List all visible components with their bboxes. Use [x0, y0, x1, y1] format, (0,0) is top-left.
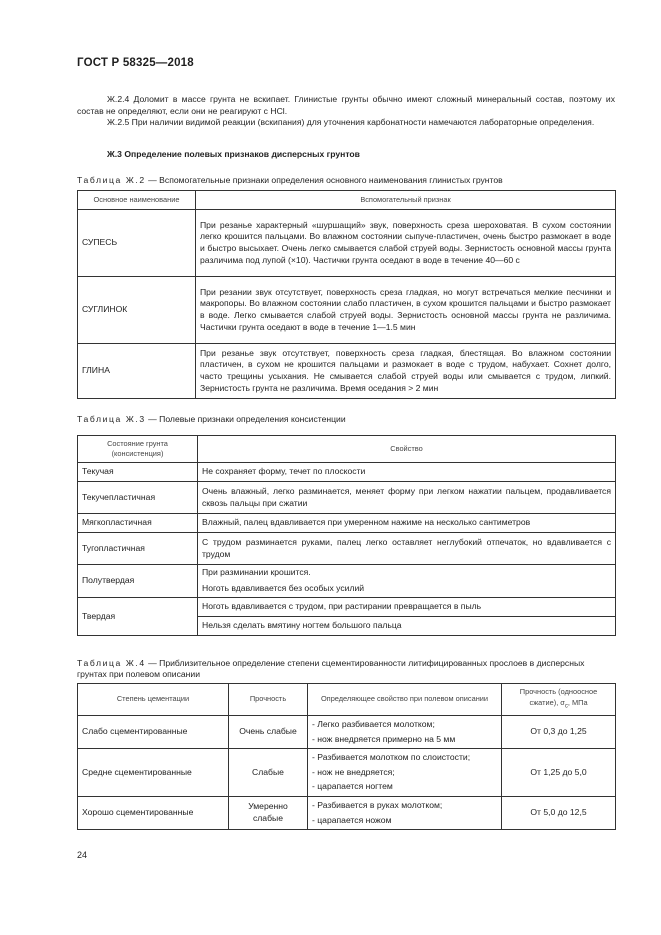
consistency-property: Не сохраняет форму, течет по плоскости	[198, 463, 616, 482]
consistency-property: Очень влажный, легко разминается, меняет форму при легком нажатии пальцем, продавливается сквозь пальцы при сжатии	[198, 482, 616, 514]
table-row	[78, 716, 616, 749]
table-4-label: Таблица Ж.4	[77, 658, 146, 668]
consistency-property	[198, 565, 616, 598]
cementation-property	[308, 716, 502, 749]
table-row	[78, 514, 616, 533]
cementation-value: От 0,3 до 1,25	[502, 716, 616, 749]
table-3-caption	[77, 414, 615, 425]
consistency-state: Тугопластичная	[78, 533, 198, 565]
table-4-header-strength: Прочность	[229, 684, 308, 716]
property-item: - Легко разбивается молотком;	[312, 718, 435, 729]
table-2-header-row	[78, 191, 616, 210]
paragraph-zh-2-4: Ж.2.4 Доломит в массе грунта не вскипает. Глинистые грунты обычно имеют сложный минеральный состав, поэтому их состав не определяют, если они не реагируют с HCl.	[77, 94, 615, 116]
table-4	[77, 683, 616, 830]
table-2	[77, 190, 616, 399]
consistency-state: Текучепластичная	[78, 482, 198, 514]
property-item: - нож не внедряется;	[312, 766, 395, 777]
consistency-property: С трудом разминается руками, палец легко оставляет неглубокий отпечаток, но вдавливается с трудом	[198, 533, 616, 565]
table-row	[78, 344, 616, 399]
cementation-degree: Хорошо сцементированные	[78, 797, 229, 830]
cementation-strength: Слабые	[229, 749, 308, 797]
table-4-caption	[77, 658, 615, 681]
table-2-label: Таблица Ж.2	[77, 175, 146, 185]
property-line: Ноготь вдавливается без особых усилий	[202, 583, 365, 593]
table-3-label: Таблица Ж.3	[77, 414, 146, 424]
table-2-header-feature: Вспомогательный признак	[196, 191, 616, 210]
table-4-title: — Приблизительное определение степени сцементированности литифицированных прослоев в дисперсных грунтах при полевом описании	[77, 658, 585, 680]
table-row	[78, 797, 616, 830]
table-4-header-degree: Степень цементации	[78, 684, 229, 716]
soil-name: ГЛИНА	[78, 344, 196, 399]
consistency-state: Полутвердая	[78, 565, 198, 598]
cementation-value: От 5,0 до 12,5	[502, 797, 616, 830]
property-item: - царапается ножом	[312, 814, 392, 825]
soil-feature: При резанье характерный «шуршащий» звук, поверхность среза шероховатая. В сухом состоянии легко крошится пальцами. Во влажном состоянии сыпуче-пластичен, очень быстро размокает в воде и быстро высыхает. Очень легко смывается слабой струей воды. Зернистость основной массы грунта различима под лупой (×10). Частички грунта оседают в воде в течение 40—60 с	[196, 210, 616, 277]
table-row	[78, 749, 616, 797]
consistency-property: Влажный, палец вдавливается при умеренном нажиме на несколько сантиметров	[198, 514, 616, 533]
property-line: При разминании крошится.	[202, 567, 311, 578]
paragraph-zh-2-5: Ж.2.5 При наличии видимой реакции (вскипания) для уточнения карбонатности намечаются лабораторные определения.	[107, 117, 595, 128]
page-number: 24	[77, 850, 88, 860]
cementation-degree: Слабо сцементированные	[78, 716, 229, 749]
consistency-property: Нельзя сделать вмятину ногтем большого пальца	[198, 617, 616, 636]
table-2-caption	[77, 175, 615, 186]
property-item: - нож внедряется примерно на 5 мм	[312, 733, 456, 744]
document-code: ГОСТ Р 58325—2018	[77, 57, 194, 69]
table-row	[78, 565, 616, 598]
table-row	[78, 482, 616, 514]
consistency-state: Мягкопластичная	[78, 514, 198, 533]
header-value-text: Прочность (одноосное сжатие), σ	[519, 687, 598, 707]
cementation-strength: Очень слабые	[229, 716, 308, 749]
property-item: - Разбивается молотком по слоистости;	[312, 752, 471, 763]
table-row	[78, 598, 616, 617]
consistency-state: Твердая	[78, 598, 198, 636]
table-row	[78, 463, 616, 482]
table-2-title: — Вспомогательные признаки определения основного наименования глинистых грунтов	[145, 175, 503, 185]
soil-name: СУГЛИНОК	[78, 277, 196, 344]
cementation-degree: Средне сцементированные	[78, 749, 229, 797]
table-3	[77, 435, 616, 636]
table-4-header-property: Определяющее свойство при полевом описании	[308, 684, 502, 716]
intro-paragraphs	[77, 94, 615, 129]
table-4-header-row	[78, 684, 616, 716]
header-value-subscript: c	[564, 703, 568, 710]
table-row	[78, 277, 616, 344]
cementation-property	[308, 797, 502, 830]
header-value-unit: , МПа	[567, 697, 588, 707]
consistency-state: Текучая	[78, 463, 198, 482]
cementation-property	[308, 749, 502, 797]
table-2-header-name: Основное наименование	[78, 191, 196, 210]
consistency-property: Ноготь вдавливается с трудом, при растирании превращается в пыль	[198, 598, 616, 617]
table-4-header-value	[502, 684, 616, 716]
soil-name: СУПЕСЬ	[78, 210, 196, 277]
table-3-title: — Полевые признаки определения консистенции	[145, 414, 346, 424]
property-item: - царапается ногтем	[312, 781, 393, 792]
table-row	[78, 533, 616, 565]
property-item: - Разбивается в руках молотком;	[312, 799, 443, 810]
soil-feature: При резании звук отсутствует, поверхность среза гладкая, но могут встречаться мелкие песчинки и макропоры. Во влажном состоянии слабо пластичен, в сухом крошится пальцами и быстро размокает в воде. Легко смывается слабой струей воды. Зернистость основной массы грунта не различима. Частички грунта оседают в воде в течение 1—1.5 мин	[196, 277, 616, 344]
table-3-header-property: Свойство	[198, 436, 616, 463]
soil-feature: При резанье звук отсутствует, поверхность среза гладкая, блестящая. Во влажном состоянии пластичен, в сухом не крошится пальцами и размокает в воде с трудом, набухает. Сохнет долго, часто трещины усыхания. Не смывается слабой струей воды или смывается с трудом, липкий. Зернистость грунта не различима. Время оседания > 2 мин	[196, 344, 616, 399]
table-row	[78, 210, 616, 277]
cementation-strength: Умеренно слабые	[229, 797, 308, 830]
section-title: Ж.3 Определение полевых признаков дисперсных грунтов	[107, 149, 360, 159]
cementation-value: От 1,25 до 5,0	[502, 749, 616, 797]
table-3-header-row	[78, 436, 616, 463]
table-3-header-state: Состояние грунта (консистенция)	[78, 436, 198, 463]
